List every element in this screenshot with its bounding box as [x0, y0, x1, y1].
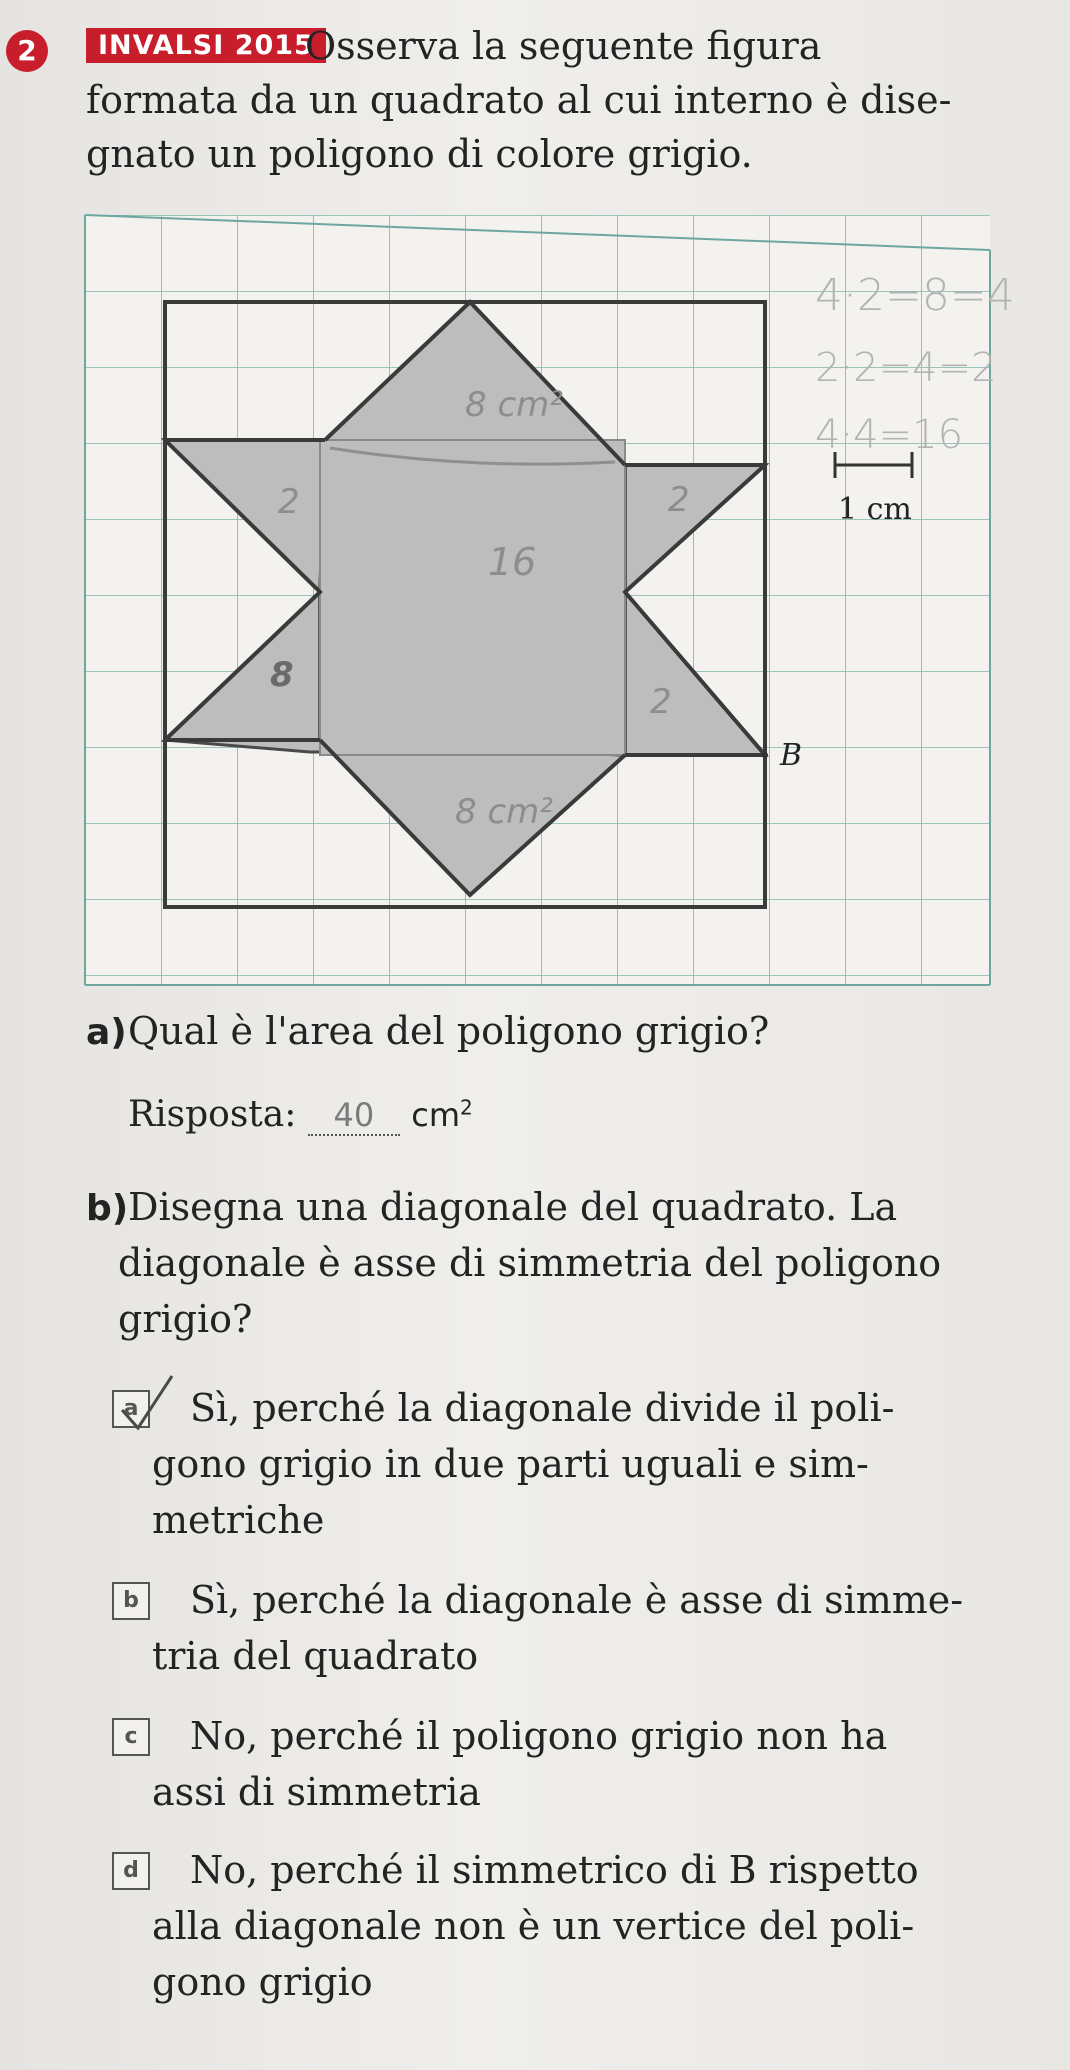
stem-line-1: Osserva la seguente figura: [305, 24, 822, 68]
option-a-line-1: Sì, perché la diagonale divide il poli-: [190, 1386, 895, 1430]
pencil-mark-right-bottom: 2: [650, 682, 672, 722]
option-c-line-2: assi di simmetria: [152, 1770, 481, 1814]
exercise-number: 2: [6, 30, 48, 72]
option-b-line-1: Sì, perché la diagonale è asse di simme-: [190, 1578, 964, 1622]
option-c-checkbox[interactable]: c: [112, 1718, 150, 1756]
option-b-text[interactable]: [152, 1572, 1040, 1684]
pencil-mark-left-bottom: 8: [270, 655, 294, 695]
option-d-line-2: alla diagonale non è un vertice del poli-: [152, 1904, 915, 1948]
point-b-marker: [762, 752, 768, 758]
option-d-line-3: gono grigio: [152, 1960, 373, 2004]
question-a-text: Qual è l'area del poligono grigio?: [128, 1009, 770, 1053]
pencil-mark-left-top: 2: [278, 482, 300, 522]
stem-line-3: gnato un poligono di colore grigio.: [86, 132, 753, 176]
central-square: [320, 440, 625, 755]
question-b-line-2: diagonale è asse di simmetria del poligono: [118, 1241, 942, 1285]
option-c-text[interactable]: [152, 1708, 1040, 1820]
answer-row: [128, 1094, 473, 1136]
option-a-text[interactable]: [152, 1380, 1040, 1548]
pencil-mark-bottom: 8 cm²: [455, 792, 553, 832]
checkmark-icon: [112, 1370, 182, 1440]
question-b-line-1: Disegna una diagonale del quadrato. La: [128, 1185, 898, 1229]
option-a-line-3: metriche: [152, 1498, 325, 1542]
answer-field[interactable]: 40: [308, 1096, 400, 1136]
point-b-label: B: [780, 738, 803, 773]
pencil-mark-center: 16: [488, 540, 537, 584]
option-d-checkbox[interactable]: d: [112, 1852, 150, 1890]
option-b-checkbox[interactable]: b: [112, 1582, 150, 1620]
option-d-text[interactable]: [152, 1842, 1040, 2010]
handwritten-note-1: 4·2=8=4: [815, 270, 1015, 321]
option-a-line-2: gono grigio in due parti uguali e sim-: [152, 1442, 869, 1486]
scale-label: 1 cm: [838, 492, 912, 527]
question-a-letter: a): [86, 1012, 127, 1053]
question-b-line-3: grigio?: [118, 1297, 253, 1341]
question-b-letter: b): [86, 1188, 129, 1229]
handwritten-note-3: 4·4=16: [815, 412, 964, 458]
option-a-checkbox[interactable]: a: [112, 1390, 150, 1428]
source-badge: INVALSI 2015: [86, 28, 326, 63]
answer-unit: $cm^2$: [411, 1095, 473, 1134]
pencil-mark-right-top: 2: [668, 480, 690, 520]
stem-line-2: formata da un quadrato al cui interno è dise-: [86, 78, 952, 122]
answer-label: Risposta:: [128, 1094, 297, 1135]
pencil-mark-top: 8 cm²: [465, 385, 563, 425]
handwritten-note-2: 2·2=4=2: [815, 345, 997, 391]
option-b-line-2: tria del quadrato: [152, 1634, 479, 1678]
option-d-line-1: No, perché il simmetrico di B rispetto: [190, 1848, 919, 1892]
option-c-line-1: No, perché il poligono grigio non ha: [190, 1714, 888, 1758]
